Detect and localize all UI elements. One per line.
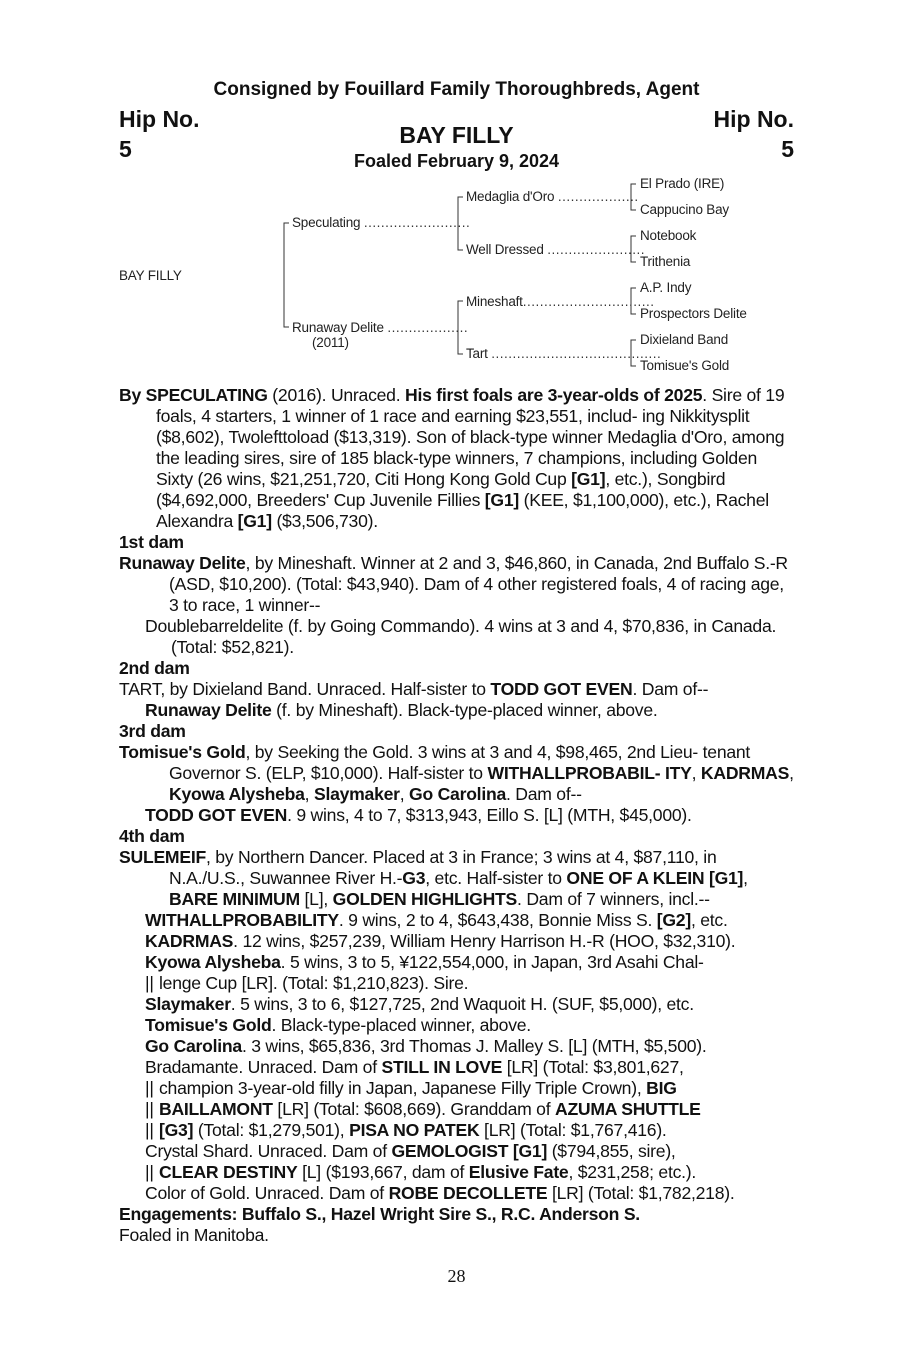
hip-label: Hip No. xyxy=(119,106,200,132)
generation-bar-icon: || xyxy=(145,1099,154,1119)
pedigree-dam-dam: Tart ........................................ xyxy=(466,346,662,361)
pedigree-ancestor: Prospectors Delite xyxy=(640,306,747,321)
foaled-in: Foaled in Manitoba. xyxy=(119,1225,269,1245)
produce-entry-continued: || [G3] (Total: $1,279,501), PISA NO PATEK [LR] (Total: $1,767,416). xyxy=(145,1120,667,1140)
hip-number: 5 xyxy=(781,136,794,162)
pedigree-ancestor: A.P. Indy xyxy=(640,280,692,295)
pedigree-sire: Speculating ......................... xyxy=(292,215,471,230)
produce-entry-continued: || lenge Cup [LR]. (Total: $1,210,823). Sire. xyxy=(145,973,469,993)
produce-entry: Slaymaker. 5 wins, 3 to 6, $127,725, 2nd Waquoit H. (SUF, $5,000), etc. xyxy=(145,994,694,1014)
produce-entry: Bradamante. Unraced. Dam of STILL IN LOVE [LR] (Total: $3,801,627, xyxy=(145,1057,684,1077)
generation-bar-icon: || xyxy=(145,1162,154,1182)
pedigree-dam-year: (2011) xyxy=(312,335,349,350)
second-dam-heading: 2nd dam xyxy=(119,658,190,678)
fourth-dam-paragraph: SULEMEIF, by Northern Dancer. Placed at 3 in France; 3 wins at 4, $87,110, in N.A./U.S., Suwannee River H.-G3, etc. Half-sister to ONE OF A KLEIN [G1], BARE MINIMUM [L], GOLDEN HIGHLIGHTS. Dam of 7 winners, incl.-- xyxy=(119,847,748,909)
page-number: 28 xyxy=(447,1266,466,1286)
consignor-line: Consigned by Fouillard Family Thoroughbreds, Agent xyxy=(213,79,700,100)
produce-entry-continued: || CLEAR DESTINY [L] ($193,667, dam of Elusive Fate, $231,258; etc.). xyxy=(145,1162,697,1182)
pedigree-ancestor: Tomisue's Gold xyxy=(640,358,730,373)
produce-entry: Kyowa Alysheba. 5 wins, 3 to 5, ¥122,554,000, in Japan, 3rd Asahi Chal- xyxy=(145,952,704,972)
sire-paragraph: By SPECULATING (2016). Unraced. His first foals are 3-year-olds of 2025. Sire of 19 foals, 4 starters, 1 winner of 1 race and earning $23,551, includ- ing Nikkitysplit ($8,602), Twolefttoload ($13,319). Son of black-type winner Medaglia d'Oro, among the leading sires, sire of 185 black-type winners, 7 champions, including Golden Sixty (26 wins, $21,251,720, Citi Hong Kong Gold Cup [G1], etc.), Songbird ($4,692,000, Breeders' Cup Juvenile Fillies [G1] (KEE, $1,100,000), etc.), Rachel Alexandra [G1] ($3,506,730). xyxy=(119,385,785,531)
hip-number: 5 xyxy=(119,136,132,162)
generation-bar-icon: || xyxy=(145,1120,154,1140)
pedigree-ancestor: Trithenia xyxy=(640,254,691,269)
generation-bar-icon: || xyxy=(145,1078,154,1098)
foaling-date: Foaled February 9, 2024 xyxy=(353,151,560,171)
catalog-text xyxy=(119,385,795,1246)
produce-entry: Runaway Delite (f. by Mineshaft). Black-type-placed winner, above. xyxy=(145,700,658,720)
pedigree-ancestor: Notebook xyxy=(640,228,697,243)
pedigree-sire-sire: Medaglia d'Oro ................... xyxy=(466,189,639,204)
produce-entry: Doublebarreldelite (f. by Going Commando). 4 wins at 3 and 4, $70,836, in Canada. (Total: $52,821). xyxy=(145,616,777,657)
fourth-dam-heading: 4th dam xyxy=(119,826,185,846)
produce-entry: Color of Gold. Unraced. Dam of ROBE DECOLLETE [LR] (Total: $1,782,218). xyxy=(145,1183,735,1203)
produce-entry: Crystal Shard. Unraced. Dam of GEMOLOGIST [G1] ($794,855, sire), xyxy=(145,1141,676,1161)
pedigree-subject: BAY FILLY xyxy=(119,268,182,283)
produce-entry: Tomisue's Gold. Black-type-placed winner, above. xyxy=(145,1015,531,1035)
produce-entry-continued: || BAILLAMONT [LR] (Total: $608,669). Granddam of AZUMA SHUTTLE xyxy=(145,1099,701,1119)
first-dam-paragraph: Runaway Delite, by Mineshaft. Winner at 2 and 3, $46,860, in Canada, 2nd Buffalo S.-R (ASD, $10,200). (Total: $43,940). Dam of 4 other registered foals, 4 of racing age, 3 to race, 1 winner-- xyxy=(119,553,788,615)
pedigree-sire-dam: Well Dressed ....................... xyxy=(466,242,645,257)
pedigree-dam-sire: Mineshaft............................... xyxy=(466,294,655,309)
produce-entry: Go Carolina. 3 wins, $65,836, 3rd Thomas J. Malley S. [L] (MTH, $5,500). xyxy=(145,1036,707,1056)
page-title: BAY FILLY xyxy=(399,122,514,148)
pedigree-ancestor: Cappucino Bay xyxy=(640,202,729,217)
engagements: Engagements: Buffalo S., Hazel Wright Sire S., R.C. Anderson S. xyxy=(119,1204,640,1224)
first-dam-heading: 1st dam xyxy=(119,532,184,552)
generation-bar-icon: || xyxy=(145,973,154,993)
second-dam-paragraph: TART, by Dixieland Band. Unraced. Half-sister to TODD GOT EVEN. Dam of-- xyxy=(119,679,709,699)
produce-entry-continued: || champion 3-year-old filly in Japan, Japanese Filly Triple Crown), BIG xyxy=(145,1078,677,1098)
third-dam-heading: 3rd dam xyxy=(119,721,186,741)
third-dam-paragraph: Tomisue's Gold, by Seeking the Gold. 3 wins at 3 and 4, $98,465, 2nd Lieu- tenant Governor S. (ELP, $10,000). Half-sister to WITHALLPROBABIL- ITY, KADRMAS, Kyowa Alysheba, Slaymaker, Go Carolina. Dam of-- xyxy=(119,742,794,804)
pedigree-ancestor: El Prado (IRE) xyxy=(640,176,725,191)
pedigree-dam: Runaway Delite ................... xyxy=(292,320,469,335)
produce-entry: TODD GOT EVEN. 9 wins, 4 to 7, $313,943, Eillo S. [L] (MTH, $45,000). xyxy=(145,805,692,825)
hip-label: Hip No. xyxy=(713,106,794,132)
produce-entry: KADRMAS. 12 wins, $257,239, William Henry Harrison H.-R (HOO, $32,310). xyxy=(145,931,736,951)
produce-entry: WITHALLPROBABILITY. 9 wins, 2 to 4, $643,438, Bonnie Miss S. [G2], etc. xyxy=(145,910,728,930)
pedigree-ancestor: Dixieland Band xyxy=(640,332,729,347)
